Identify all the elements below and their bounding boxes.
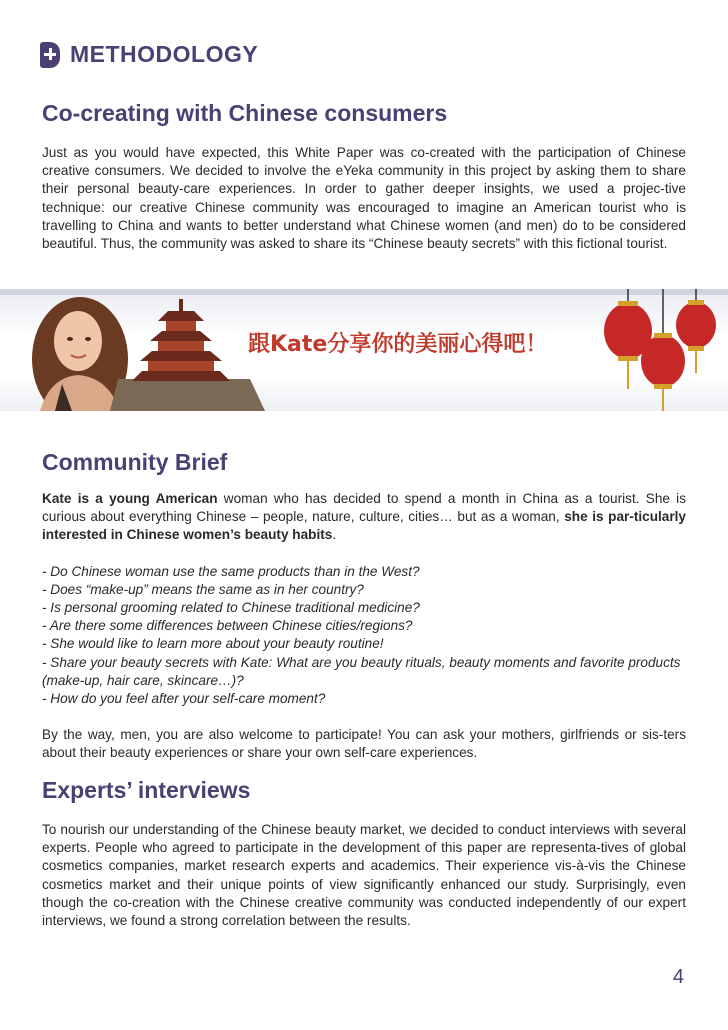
cocreating-heading: Co-creating with Chinese consumers: [42, 100, 448, 126]
lantern-icon-2: [641, 289, 685, 411]
brief-intro-text-1: woman who has decided to spend a month in China as a tourist. She is curious about everything Chinese – people, nature, culture, cities… but as a woman,: [42, 491, 686, 525]
brief-intro: [42, 490, 686, 545]
question-item: - Share your beauty secrets with Kate: What are you beauty rituals, beauty moments and favorite products (make-up, hair care, skincare…)?: [42, 654, 681, 688]
question-item: - Do Chinese woman use the same products than in the West?: [42, 563, 420, 579]
brief-intro-text-2: .: [332, 527, 337, 543]
experts-heading: Experts’ interviews: [42, 777, 251, 803]
question-item: - She would like to learn more about your beauty routine!: [42, 636, 384, 652]
section-label: METHODOLOGY: [70, 41, 259, 67]
section-header: [40, 41, 258, 68]
brief-content: [42, 490, 686, 763]
brief-intro-bold-2: she is par-ticularly interested in Chinese women’s beauty habits: [42, 509, 686, 543]
banner-headline: 跟Kate分享你的美丽心得吧！: [248, 332, 548, 357]
question-item: - How do you feel after your self-care moment?: [42, 691, 326, 707]
brief-closing: By the way, men, you are also welcome to participate! You can ask your mothers, girlfriends or sis-ters about their beauty experiences or share your own self-care experiences.: [42, 727, 686, 761]
brief-heading: Community Brief: [42, 449, 228, 475]
question-item: - Is personal grooming related to Chinese traditional medicine?: [42, 600, 420, 616]
cocreating-body: Just as you would have expected, this White Paper was co-created with the participation of Chinese creative consumers. We decided to involve the eYeka community in this project by asking them to share their personal beauty-care experiences. In order to gather deeper insights, we used a projec-tive technique: our creative Chinese community was encouraged to imagine an American tourist who is travelling to China and wants to better understand what Chinese women (and men) do to be considered beautiful. Thus, the community was asked to share its “Chinese beauty secrets” with this fictional tourist.: [42, 145, 686, 252]
pagoda-icon: [110, 299, 265, 411]
plus-tab-icon: [40, 42, 60, 68]
brief-intro-bold-1: Kate is a young American: [42, 491, 218, 506]
woman-portrait-icon: [32, 297, 128, 411]
experts-body: To nourish our understanding of the Chinese beauty market, we decided to conduct interviews with several experts. People who agreed to participate in the development of this paper are representa-tives of global cosmetics companies, market research experts and academics. Their experience vis-à-vis the Chinese cosmetics market and their unique points of view significantly enhanced our study. Surprisingly, even though the co-creation with the Chinese creative community was conducted independently of our expert interviews, we found a strong correlation between the results.: [42, 822, 686, 929]
question-item: - Are there some differences between Chinese cities/regions?: [42, 618, 413, 634]
page-number: 4: [672, 966, 684, 988]
kate-banner: [0, 289, 728, 411]
question-item: - Does “make-up” means the same as in her country?: [42, 581, 364, 597]
